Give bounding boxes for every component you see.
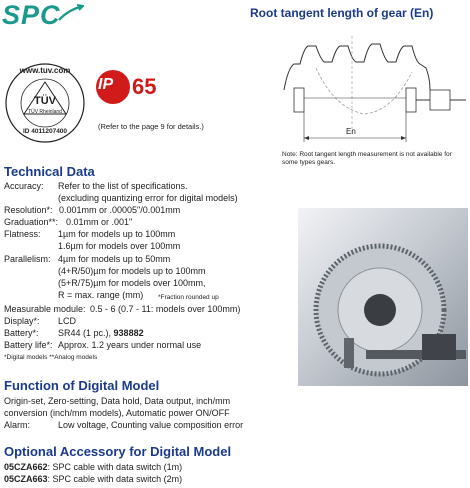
tech-value: LCD <box>58 316 77 326</box>
function-line: Origin-set, Zero-setting, Data hold, Data output, inch/mm <box>4 396 231 406</box>
spc-logo-text: SPC <box>2 0 61 30</box>
function-heading: Function of Digital Model <box>4 378 160 393</box>
tuv-center-text: TÜV <box>34 95 56 107</box>
ip-number: 65 <box>132 74 157 99</box>
fraction-note: *Fraction rounded up <box>158 294 219 301</box>
diagram-note: Note: Root tangent length measurement is not available for some types gears. <box>282 151 452 166</box>
diagram-title: Root tangent length of gear (En) <box>250 6 434 20</box>
battery-code: 938882 <box>113 328 144 338</box>
tech-value: 0.01mm or .001" <box>66 217 133 227</box>
ip-prefix: IP <box>98 76 114 93</box>
accessory-code: 05CZA663 <box>4 474 48 484</box>
ip65-badge <box>96 70 166 106</box>
accessory-item <box>4 474 182 486</box>
tech-label: Resolution*: <box>4 205 53 215</box>
tech-value: 1µm for models up to 100mm <box>58 229 176 239</box>
tech-label: Battery life*: <box>4 340 53 350</box>
gear-measurement-photo <box>298 208 468 386</box>
tech-value: Refer to the list of specifications. <box>58 181 188 191</box>
battery-text: SR44 (1 pc.), <box>58 328 112 338</box>
accessory-heading: Optional Accessory for Digital Model <box>4 444 232 459</box>
tech-label: Measurable module: <box>4 304 86 314</box>
accessory-item <box>4 462 182 474</box>
function-line: conversion (inch/mm models), Automatic power ON/OFF <box>4 408 230 418</box>
alarm-label: Alarm: <box>4 420 31 430</box>
tech-value: (5+R/75)µm for models over 100mm, <box>58 278 206 288</box>
model-footnote: *Digital models **Analog models <box>4 354 98 361</box>
spc-logo <box>2 0 61 31</box>
gear-diagram <box>280 28 468 148</box>
tech-value: (4+R/50)µm for models up to 100mm <box>58 266 206 276</box>
tech-value: 0.001mm or .00005"/0.001mm <box>59 205 181 215</box>
tech-label: Battery*: <box>4 328 39 338</box>
tech-row <box>4 181 44 193</box>
tech-label: Flatness: <box>4 229 41 239</box>
gear-photo-icon <box>298 208 468 386</box>
tech-value: (excluding quantizing error for digital models) <box>58 193 238 203</box>
tech-value: 1.6µm for models over 100mm <box>58 241 181 251</box>
accessory-desc: : SPC cable with data switch (2m) <box>47 474 183 484</box>
tuv-id-text: ID 4011207400 <box>22 128 68 135</box>
tech-value: 0.5 - 6 (0.7 - 11: models over 100mm) <box>90 304 241 314</box>
swoosh-icon <box>58 4 84 22</box>
tech-value: R = max. range (mm) <box>58 290 144 300</box>
tuv-badge <box>4 62 86 144</box>
tuv-sub-text: TÜV Rheinland <box>28 109 62 115</box>
en-label: En <box>346 127 356 136</box>
alarm-value: Low voltage, Counting value composition error <box>58 420 244 430</box>
tech-value <box>58 328 144 340</box>
tech-label: Display*: <box>4 316 40 326</box>
ip-note: (Refer to the page 9 for details.) <box>98 122 204 131</box>
tech-value: 4µm for models up to 50mm <box>58 254 171 264</box>
accessory-code: 05CZA662 <box>4 462 48 472</box>
accessory-desc: : SPC cable with data switch (1m) <box>47 462 183 472</box>
technical-data-heading: Technical Data <box>4 164 95 179</box>
tech-value: Approx. 1.2 years under normal use <box>58 340 202 350</box>
tech-label: Graduation**: <box>4 217 59 227</box>
tech-label: Accuracy: <box>4 181 44 191</box>
tech-label: Parallelism: <box>4 254 51 264</box>
tuv-ring-text: www.tuv.com <box>19 66 71 75</box>
